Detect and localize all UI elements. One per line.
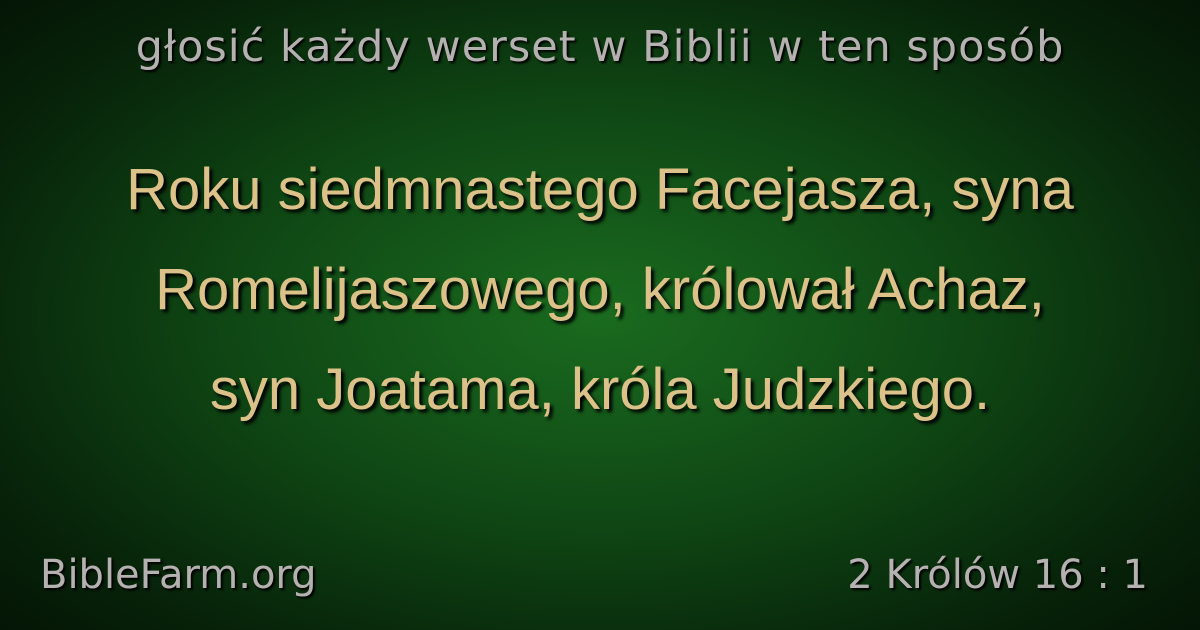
verse-line: Roku siedmnastego Facejasza, syna xyxy=(126,157,1074,222)
verse-reference: 2 Królów 16 : 1 xyxy=(847,552,1148,598)
verse-line: Romelijaszowego, królował Achaz, xyxy=(155,257,1045,322)
verse-text xyxy=(40,140,1160,440)
site-name: BibleFarm.org xyxy=(40,552,317,598)
verse-line: syn Joatama, króla Judzkiego. xyxy=(209,357,991,422)
tagline: głosić każdy werset w Biblii w ten sposób xyxy=(135,22,1065,72)
